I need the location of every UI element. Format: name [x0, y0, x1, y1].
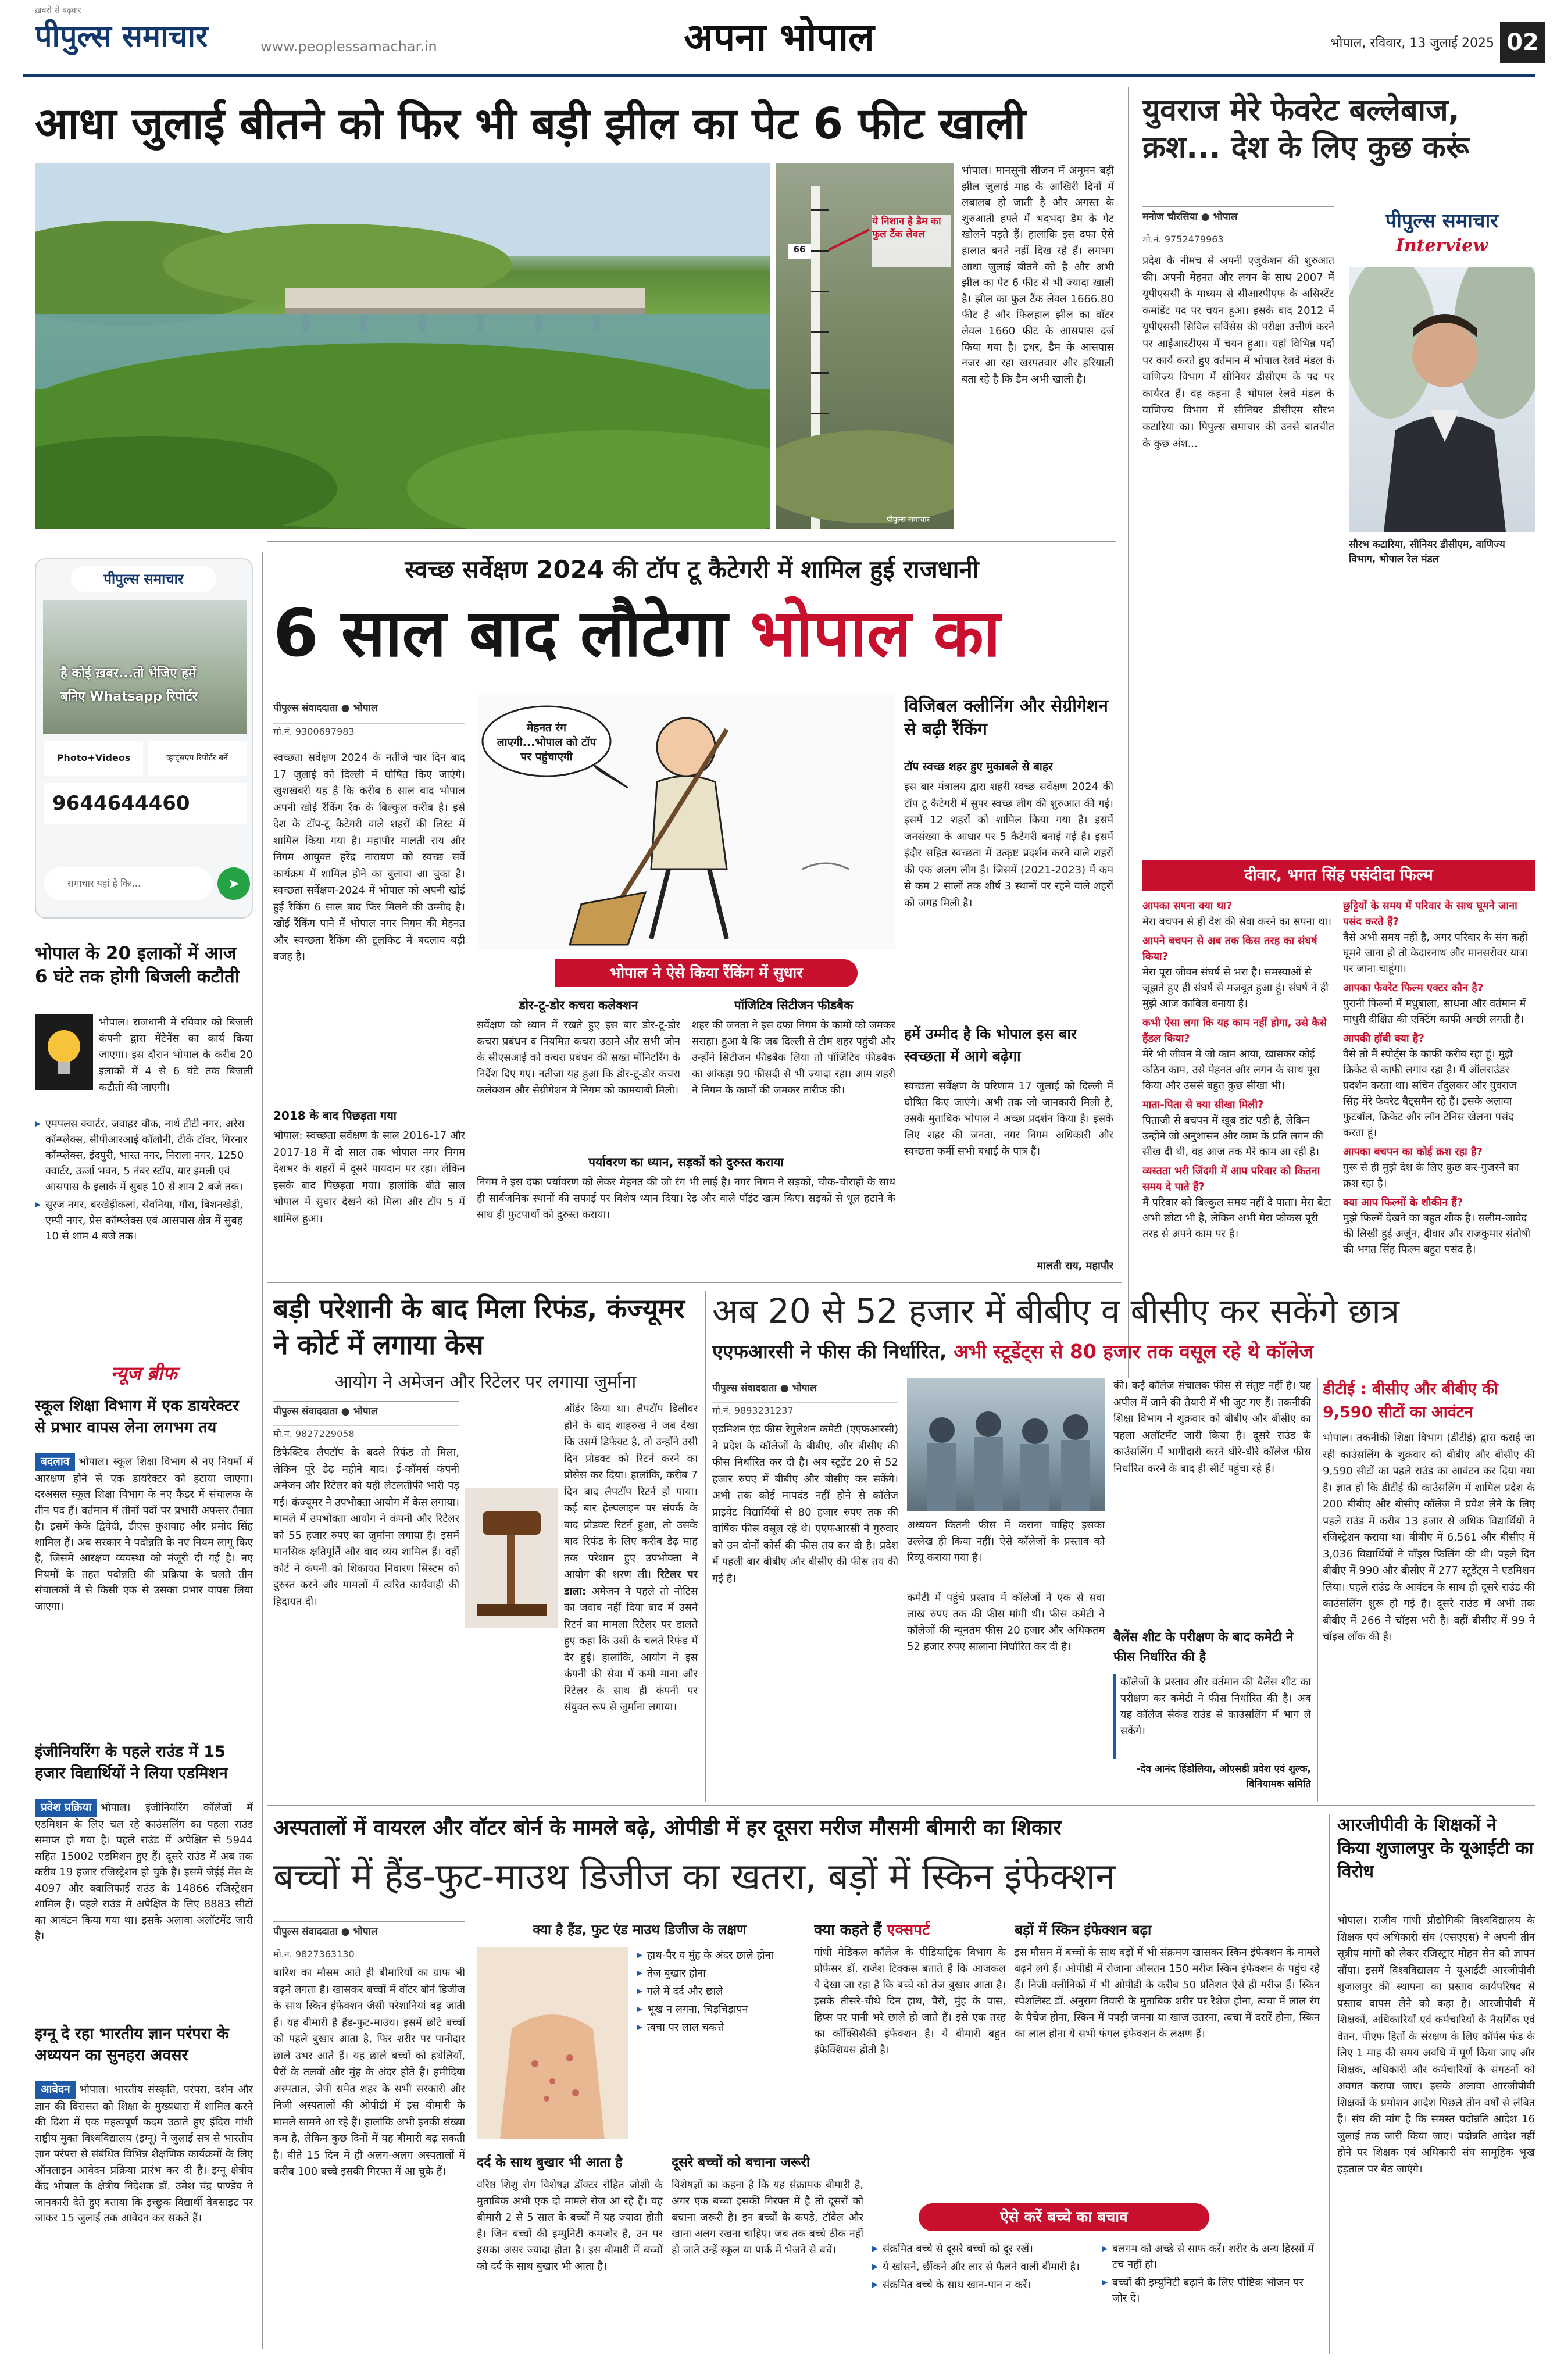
hfmd-byline: पीपुल्स संवाददाता ● भोपाल	[273, 1921, 465, 1942]
list-item: ▶ तेज बुखार होना	[637, 1966, 805, 1981]
cartoon	[477, 695, 895, 950]
college-headline: अब 20 से 52 हजार में बीबीए व बीसीए कर सकेंगे छात्र	[712, 1291, 1399, 1331]
interview-text: प्रदेश के नीमच से अपनी एजुकेशन की शुरुआत की। अपनी मेहनत और लगन के साथ 2007 में यूपीएससी के माध्यम से सीआरपीएफ के असिस्टेंट कमांडेंट पद पर चयन हुआ। इसके बाद 2012 में यूपीएससी सिविल सर्विसेस की परीक्षा उत्तीर्ण करने पर आईआरटीएस में चयन हुआ। यहां विभिन्न पदों पर कार्य करते हुए वर्तमान में भोपाल रेलवे मंडल के वाणिज्य विभाग में सीनियर डीसीएम के पद पर कार्यरत हैं। वह कहना है भोपाल रेलवे मंडल के वाणिज्य विभाग में सीनियर डीसीएम सौरभ कटारिया का। पिपुल्स समाचार की उनसे बातचीत के कुछ अंश...	[1142, 255, 1334, 450]
lake-text: भोपाल। मानसूनी सीजन में अमूमन बड़ी झील जुलाई माह के आखिरी दिनों में लबालब हो जाती है और अगस्त के शुरुआती हफ्ते में भदभदा डैम के गेट खोलने पड़ते हैं। हालांकि इस दफा ऐसे हालात बनते नहीं दिख रहे हैं। लगभग आधा जुलाई बीतने को है और अभी झील का पेट 6 फीट से भी ज्यादा खाली है। झील का फुल टैंक लेवल 1666.80 फीट है और फिलहाल झील का वॉटर लेवल 1660 फीट के आसपास दर्ज किया गया है। इधर, डैम के आसपास नजर आ रहा खरपतवार और हरियाली बता रहे है कि डैम अभी खाली है।	[962, 165, 1114, 385]
qa-item: छुट्टियों के समय में परिवार के साथ घूमने जाना पसंद करते हैं? वैसे अभी समय नहीं है, अगर परिवार के संग कहीं घूमने जाना हो तो केदारनाथ और मानसरोवर यात्रा पर जाना चाहूंगा।	[1343, 900, 1528, 975]
swachh-subhead: 2018 के बाद पिछड़ता गया	[273, 1109, 397, 1123]
qa-item: व्यस्तता भरी जिंदगी में आप परिवार को कितना समय दे पाते हैं? मैं परिवार को बिल्कुल समय नहीं दे पाता। मेरा बेटा अभी छोटा भी है, लेकिन अभी मेरा फोकस पूरी तरह से अपने काम पर है।	[1142, 1165, 1331, 1240]
college-text-1: एडमिशन एंड फीस रेगुलेशन कमेटी (एएफआरसी) ने प्रदेश के कॉलेजों के बीबीए, और बीसीए की फीस निर्धारित कर दी है। अब स्टूडेंट 20 से 52 हजार रुपए में बीबीए और बीसीए कर सकेंगे। अभी तक कोई मापदंड नहीं होने से कॉलेज प्राइवेट विद्यार्थियों से 80 हजार रुपए तक की वार्षिक फीस वसूल रहे थे। एएफआरसी ने गुरुवार को उन दोनों कोर्स की फीस तय कर दी है। प्रदेश में पहली बार बीबीए और बीसीए की फीस तय की गई है।	[712, 1423, 898, 1585]
ranking-bar: भोपाल ने ऐसे किया रैंकिंग में सुधार	[555, 959, 858, 987]
qa-item: कभी ऐसा लगा कि यह काम नहीं होगा, उसे कैसे हैंडल किया? मेरे भी जीवन में जो काम आया, खासकर कोई कठिन काम, उसे मेहनत और लगन के साथ पूरा किया और उससे बहुत कुछ सीखा भी।	[1142, 1017, 1327, 1092]
qa-item: आपकी हॉबी क्या है? वैसे तो मैं स्पोर्ट्स के काफी करीब रहा हूं। मुझे क्रिकेट से काफी लगाव रहा है। मैं ऑलराउंडर प्रदर्शन करता था। सचिन तेंदुलकर और युवराज सिंह मेरे फेवरेट बैट्समैन रहे हैं। इसके अलावा फुटबॉल, क्रिकेट और लॉन टेनिस खेलना पसंद करता हूं।	[1343, 1032, 1517, 1139]
prevent-bar: ऐसे करें बच्चे का बचाव	[919, 2203, 1209, 2231]
hope-sign: मालती राय, महापौर	[1037, 1260, 1113, 1272]
symptoms-list	[637, 1947, 805, 2139]
lake-photo	[35, 163, 770, 529]
hfmd-mobile: मो.नं. 9827363130	[273, 1946, 465, 1963]
door-text: सर्वेक्षण को ध्यान में रखते हुए इस बार डोर-टू-डोर कचरा प्रबंधन व नियमित कचरा उठाने और सभी जोन के सीएसआई को कचरा प्रबंधन की सख्त मॉनिटरिंग के निर्देश दिए गए। नतीजा यह हुआ कि डोर-टू-डोर कचरा कलेक्शन और सेग्रीगेशन में निगम को कामयाबी मिली।	[477, 1019, 680, 1096]
list-item: ▶ बलगम को अच्छे से साफ करें। शरीर के अन्य हिस्सों में टच नहीं हो।	[1102, 2241, 1320, 2272]
brief-tag: आवेदन	[35, 2081, 76, 2099]
hfmd-text: बारिश का मौसम आते ही बीमारियों का ग्राफ भी बढ़ने लगता है। खासकर बच्चों में वॉटर बोर्न डिजीज के साथ स्किन इंफेक्शन जैसी परेशानियां बढ़ जाती हैं। यह बीमारी है हैंड-फुट-माउथ। इसमें छोटे बच्चों को पहले बुखार आता है, फिर शरीर पर पानीदार छाले उभर आते हैं। यह छाले बच्चों को हथेलियों, पैरों के तलवों और मुंह के अंदर होते हैं। हमीदिया अस्पताल, जेपी समेत शहर के सभी सरकारी और निजी अस्पतालों की ओपीडी में इस बीमारी के मामले सामने आ रहे हैं। हालांकि अभी इनकी संख्या कम है, लेकिन कुछ दिनों में यह बीमारी बढ़ सकती है। बीते 15 दिन में ही अलग-अलग अस्पतालों में करीब 100 बच्चे इसकी गिरफ्त में आ चुके हैं।	[273, 1967, 465, 2178]
rgpv-headline: आरजीपीवी के शिक्षकों ने किया शुजालपुर के यूआईटी का विरोध	[1337, 1815, 1534, 1882]
care-head: दूसरे बच्चों को बचाना जरूरी	[672, 2155, 810, 2170]
masthead-url: www.peoplessamachar.in	[260, 38, 437, 55]
gauge-photo	[776, 163, 954, 529]
interview-logo: पीपुल्स समाचार	[1385, 209, 1499, 233]
hope-text: स्वच्छता सर्वेक्षण के परिणाम 17 जुलाई को दिल्ली में घोषित किए जाएंगे। अभी तक जो जानकारी मिली है, उसके मुताबिक भोपाल ने अच्छा प्रदर्शन किया है। इसके लिए शहर की जनता, नगर निगम अधिकारी और स्वच्छता कर्मी सभी बधाई के पात्र हैं।	[904, 1080, 1113, 1157]
dte-divider	[1317, 1378, 1318, 1802]
college-quote-sign: -देव आनंद हिंडोलिया, ओएसडी प्रवेश एवं शुल्क, विनियामक समिति	[1136, 1763, 1311, 1790]
brief-tag: प्रवेश प्रक्रिया	[35, 1799, 97, 1817]
college-text-3: की। कई कॉलेज संचालक फीस से संतुष्ट नहीं है। यह अपील में जाने की तैयारी में भी जुट गए हैं। तकनीकी शिक्षा विभाग ने शुक्रवार को बीबीए और बीसीए का पहला अलॉटमेंट जारी किया है। दूसरे राउंड के काउंसलिंग में भागीदारी करने धीरे-धीरे कॉलेज फीस निर्धारित करने के बाद ही सीटें पहुंचा रहे हैं।	[1113, 1380, 1311, 1475]
ad-caption: है कोई ख़बर...तो भेजिए हमें	[60, 666, 197, 681]
swachh-text: स्वच्छता सर्वेक्षण 2024 के नतीजे चार दिन बाद 17 जुलाई को दिल्ली में घोषित किए जाएंगे। खुशखबरी यह है कि करीब 6 साल बाद भोपाल अपनी खोई रैंकिंग रैंक के बिल्कुल करीब है। इसे देश के टॉप-टू कैटेगरी वाले शहरों की लिस्ट में शामिल किया गया है। महापौर मालती राय और निगम आयुक्त हरेंद्र नारायण को स्वच्छ सर्वे कार्यक्रम में शामिल होने का बुलावा आ चुका है। स्वच्छता सर्वेक्षण-2024 में भोपाल को अपनी खोई हुई रैंकिंग 6 साल बाद फिर मिलने की उम्मीद है। खोई रैंकिंग पाने में भोपाल नगर निगम की मेहनत और स्वच्छता रैंकिंग की टूलकिट में बदलाव बड़ी वजह है।	[273, 752, 465, 963]
hfmd-kicker: अस्पतालों में वायरल और वॉटर बोर्न के मामले बढ़े, ओपीडी में हर दूसरा मरीज मौसमी बीमारी का शिकार	[273, 1816, 1062, 1840]
symptoms-head: क्या है हैंड, फुट एंड माउथ डिजीज के लक्षण	[533, 1922, 747, 1938]
qa-item: आपका बचपन का कोई क्रश रहा है? गुरू से ही मुझे देश के लिए कुछ कर-गुजरने का क्रश रहा है।	[1343, 1146, 1519, 1189]
brief-headline-3: इग्नू दे रहा भारतीय ज्ञान परंपरा के अध्ययन का सुनहरा अवसर	[35, 2025, 229, 2064]
dte-text: भोपाल। तकनीकी शिक्षा विभाग (डीटीई) द्वारा कराई जा रही काउंसलिंग के शुक्रवार को बीबीए और बीसीए की 9,590 सीटों का पहले राउंड का आवंटन कर दिया गया है। ज्ञात हो कि डीटीई की काउंसलिंग में शामिल प्रदेश के 200 बीबीए और बीसीए कॉलेज में प्रवेश लेने के लिए पहले राउंड में करीब 13 हजार से अधिक विद्यार्थियों ने रजिस्ट्रेशन कराया था। बीबीए में 6,561 और बीसीए में 3,036 विद्यार्थियों ने चॉइस फिलिंग की थी। पहले दिन बीबीए में 990 और बीसीए में 277 स्टूडेंट्स ने एडमिशन लिया। पहले राउंड के आवंटन के साथ ही दूसरे राउंड की काउंसलिंग शुरू हो गई है। दूसरे राउंड में अभी तक बीबीए में 266 ने चॉइस भरी है। वहीं बीसीए में 99 ने चॉइस लॉक की है।	[1323, 1432, 1535, 1643]
cartoon-bubble-text: मेहनत रंग लाएगी...भोपाल को टॉप पर पहुंचाएगी	[497, 721, 597, 763]
interview-mobile: मो.नं. 9752479963	[1142, 231, 1334, 248]
lake-bottom-rule	[267, 541, 1116, 542]
power-text: भोपाल। राजधानी में रविवार को बिजली कंपनी द्वारा मेंटेनेंस का कार्य किया जाएगा। इस दौरान भोपाल के करीब 20 इलाकों में 4 से 6 घंटे तक बिजली कटौती की जाएगी।	[99, 1016, 253, 1093]
lake-headline: आधा जुलाई बीतने को फिर भी बड़ी झील का पेट 6 फीट खाली	[35, 99, 1026, 149]
swachh-right-text: इस बार मंत्रालय द्वारा शहरी स्वच्छ सर्वेक्षण 2024 की टॉप टू कैटेगरी में सुपर स्वच्छ लीग की शुरुआत की गई। इसमें 12 शहरों को शामिल किया गया है। इसमें जनसंख्या के आधार पर 5 कैटेगरी बनाई गई है। इसमें इंदौर सहित स्वच्छता में उत्कृष्ट प्रदर्शन करने वाले शहरों की एक अलग लीग है। जिसमें (2021-2023) में कम से कम 2 सालों तक शीर्ष 3 स्थानों पर रहने वाले शहरों को जगह मिली है।	[904, 781, 1113, 909]
list-item: ▶ बच्चों की इम्युनिटी बढ़ाने के लिए पौष्टिक भोजन पर जोर दें।	[1102, 2275, 1320, 2306]
students-illustration	[907, 1378, 1105, 1511]
hfmd-headline: बच्चों में हैंड-फुट-माउथ डिजीज का खतरा, बड़ों में स्किन इंफेक्शन	[273, 1855, 1116, 1897]
refund-mobile: मो.नं. 9827229058	[273, 1425, 459, 1443]
college-byline: पीपुल्स संवाददाता ● भोपाल	[712, 1378, 898, 1399]
lake-illustration	[35, 163, 770, 529]
prevent-list-right	[1102, 2241, 1320, 2352]
qa-item: क्या आप फिल्मों के शौकीन हैं? मुझे फिल्में देखने का बहुत शौक है। सलीम-जावेद की लिखी हुई अर्जुन, दीवार और राजकुमार संतोषी की भगत सिंह फिल्म बहुत पसंद है।	[1343, 1196, 1531, 1256]
gavel-photo	[465, 1488, 558, 1628]
page-number: 02	[1500, 22, 1545, 63]
skin-head: बड़ों में स्किन इंफेक्शन बढ़ा	[1015, 1922, 1152, 1938]
swachh-mobile: मो.नं. 9300697983	[273, 723, 465, 741]
feedback-text: शहर की जनता ने इस दफा निगम के कामों को जमकर सराहा। हुआ ये कि जब दिल्ली से टीम शहर पहुंची और उन्होंने सिटीजन फीडबैक लिया तो पॉजिटिव फीडबैक का आंकड़ा 90 फीसदी से भी ज्यादा रहा। आम शहरी ने निगम के कामों की जमकर तारीफ की।	[692, 1019, 895, 1096]
power-list	[35, 1116, 253, 1291]
door-head: डोर-टू-डोर कचरा कलेक्शन	[519, 998, 638, 1012]
refund-text-2: ऑर्डर किया था। लैपटॉप डिलीवर होने के बाद शाहरुख ने जब देखा कि उसमें डिफेक्ट है, तो उन्होंने उसी दिन प्रोडक्ट को रिटर्न करने का प्रोसेस कर दिया। हालांकि, करीब 7 दिन बाद लैपटॉप रिटर्न हो पाया। कई बार हेल्पलाइन पर संपर्क के बाद प्रोडक्ट रिटर्न हुआ, तो उसके बाद रिफंड के लिए करीब डेढ़ माह तक परेशान हुए उपभोक्ता ने आयोग की शरण ली। रिटेलर पर डाला: अमेजन ने पहले तो नोटिस का जवाब नहीं दिया बाद में उसने रिटर्न का मामला रिटेलर पर डालते हुए कहा कि उसी के चलते रिफंड में देर हुई। हालांकि, आयोग ने इस कंपनी की सेवा में कमी माना और रिटेलर के साथ ही कंपनी पर संयुक्त रूप से जुर्माना लगाया।	[564, 1403, 698, 1713]
refund-byline: पीपुल्स संवाददाता ● भोपाल	[273, 1401, 459, 1422]
interview-photo	[1349, 267, 1535, 532]
gauge-label: ये निशान है डैम का फुल टैंक लेवल	[872, 215, 951, 267]
college-mobile: मो.नं. 9893231237	[712, 1402, 898, 1420]
gauge-number: 66	[788, 244, 811, 259]
whatsapp-ad	[35, 558, 253, 919]
brief-text-1: बदलाव भोपाल। स्कूल शिक्षा विभाग से नए नियमों में आरक्षण होने से एक डायरेक्टर को हटाया जाएगा। दरअसल स्कूल शिक्षा विभाग के नए कैडर में संचालक के तीन पद हैं। वर्तमान में तीनों पदों पर प्रभारी अफसर तैनात है। इसमें केके द्विवेदी, डीएस कुशवाह और प्रमोद सिंह शामिल हैं। अब सरकार ने पदोन्नति के नए नियम लागू किए हैं, जिसमें आरक्षण व्यवस्था को मंजूरी दी गई है। नए नियमों के तहत पदोन्नति की प्रक्रिया के चलते तीन संचालकों में से किसी एक से उसका प्रभार वापस लिया जाएगा।	[35, 1453, 253, 1732]
college-text-2: कमेटी में पहुंचे प्रस्ताव में कॉलेजों ने एक से सवा लाख रुपए तक की फीस मांगी थी। फीस कमेटी ने कॉलेजों की न्यूनतम फीस 20 हजार और अधिकतम 52 हजार रुपए सालाना निर्धारित कर दी है।	[907, 1592, 1105, 1653]
qa-item: आपने बचपन से अब तक किस तरह का संघर्ष किया? मेरा पूरा जीवन संघर्ष से भरा है। समस्याओं से जूझते हुए ही संघर्ष से मजबूत हुआ हूं। संघर्ष ने ही मुझे आज काबिल बनाया है।	[1142, 935, 1329, 1010]
right-column-rule	[1128, 87, 1129, 1378]
ad-label-reporter: व्हाट्सएप रिपोर्टर बनें	[148, 741, 247, 776]
dte-headline: डीटीई : बीसीए और बीबीए की 9,590 सीटों का आवंटन	[1323, 1380, 1498, 1421]
swachh-byline: पीपुल्स संवाददाता ● भोपाल	[273, 698, 465, 719]
swachh-headline: 6 साल बाद लौटेगा भोपाल का	[273, 596, 1001, 671]
ad-phone[interactable]: 9644644460	[44, 783, 247, 824]
send-icon[interactable]: ➤	[217, 867, 250, 900]
interview-byline: मनोज चौरसिया ● भोपाल	[1142, 206, 1334, 227]
power-headline: भोपाल के 20 इलाकों में आज 6 घंटे तक होगी बिजली कटौती	[35, 943, 240, 987]
fever-text: वरिष्ठ शिशु रोग विशेषज्ञ डॉक्टर रोहित जोशी के मुताबिक अभी एक दो मामले रोज आ रहे हैं। यह बीमारी 2 से 5 साल के बच्चों में यह ज्यादा होती है। जिन बच्चों की इम्युनिटी कमजोर है, उन पर इसका असर ज्यादा होता है। इस बीमारी में बच्चों को दर्द के साथ बुखार भी आता है।	[477, 2179, 663, 2272]
swachh-right-head: विजिबल क्लीनिंग और सेग्रीगेशन से बढ़ी रैंकिंग	[904, 696, 1108, 739]
brief-text-2: प्रवेश प्रक्रिया भोपाल। इंजीनियरिंग कॉलेजों में एडमिशन के लिए चल रहे काउंसलिंग का पहला राउंड समाप्त हो गया है। पहले राउंड में अपेक्षित से 5944 सहित 15002 एडमिशन हुए हैं। दूसरे राउंड में अब तक करीब 19 हजार रजिस्ट्रेशन हो चुके हैं। इसमें जेईई मेंस के 4097 और क्वालिफाई राउंड के 14866 रजिस्ट्रेशन शामिल हैं। पहले राउंड में अपेक्षित के लिए 8883 सीटों का आवंटन किया गया था। इसके अलावा अलॉटमेंट जारी है।	[35, 1799, 253, 2014]
masthead	[0, 0, 1557, 76]
ad-label-photo: Photo+Videos	[44, 741, 143, 776]
expert-head: क्या कहते हैं एक्सपर्ट	[814, 1921, 930, 1939]
prevent-list-left	[872, 2241, 1093, 2352]
qa-item: आपका सपना क्या था? मेरा बचपन से ही देश की सेवा करने का सपना था।	[1142, 900, 1332, 928]
college-deck: एएफआरसी ने फीस की निर्धारित, अभी स्टूडेंट्स से 80 हजार तक वसूल रहे थे कॉलेज	[712, 1340, 1313, 1363]
left-column-rule	[262, 552, 263, 2349]
swachh-right-sub: टॉप स्वच्छ शहर हुए मुकाबले से बाहर	[904, 760, 1053, 773]
rgpv-text: भोपाल। राजीव गांधी प्रौद्योगिकी विश्वविद्यालय के शिक्षक एवं अधिकारी संघ (एसएएस) ने अपनी तीन सूत्रीय मांगों को लेकर रजिस्ट्रार मोहन सेन को ज्ञापन सौंपा। इसमें विश्वविद्यालय ने यूआईटी आरजीपीवी शुजालपुर की स्थापना का प्रस्ताव कार्यपरिषद से प्रस्ताव वापस लेने को कहा है। आरजीपीवी में शिक्षकों, अधिकारियों एवं कर्मचारियों के नैसर्गिक एवं वेतन, पीएफ हितों के संरक्षण के लिए कॉर्पस फंड के लिए 1 माह की समय अवधि में पूर्ण किया जाए और शिक्षक, अधिकारी और कर्मचारियों के संगठनों को अवगत कराया जाए। इसके अलावा आरजीपीवी शिक्षकों के प्रमोशन आदेश पिछले तीन वर्षों से लंबित हैं। संघ की मांग है कि समस्त पदोन्नति आदेश 16 जुलाई तक जारी किया जाए। पदोन्नति आदेश नहीं होने पर शिक्षक एवं अधिकारी संघ सामूहिक भूख हड़ताल पर बैठ जाएंगे।	[1337, 1914, 1535, 2175]
refund-deck: आयोग ने अमेजन और रिटेलर पर लगाया जुर्माना	[334, 1372, 637, 1392]
college-quote: कॉलेजों के प्रस्ताव और वर्तमान की बैलेंस शीट का परीक्षण कर कमेटी ने फीस निर्धारित की है। अब यह कॉलेज सेकंड राउंड से काउंसलिंग में भाग ले सकेंगे।	[1113, 1674, 1311, 1759]
feedback-head: पॉजिटिव सिटीजन फीडबैक	[734, 998, 854, 1012]
college-caption: अध्ययन कितनी फीस में कराना चाहिए इसका उल्लेख ही किया नहीं। ऐसे कॉलेजों के प्रस्ताव को रिव्यू कराया गया है।	[907, 1519, 1105, 1564]
masthead-small: ख़बरों से बढ़कर	[35, 6, 81, 15]
expert-text: गांधी मेडिकल कॉलेज के पीडियाट्रिक विभाग के प्रोफेसर डॉ. राजेश टिक्कस बताते हैं कि आजकल ये देखा जा रहा है कि बच्चे को तेज बुखार आता है। इसके तीसरे-चौथे दिन हाथ, पैरों, मुंह के पास, हिप्स पर पानी भरे छाले हो जाते हैं। इसे एक तरह का कॉक्सिसैकी इंफेक्शन है। ये बीमारी बहुत इंफेक्शियस होती है।	[814, 1946, 1006, 2056]
skin-text: इस मौसम में बच्चों के साथ बड़ों में भी संक्रमण खासकर स्किन इंफेक्शन के मामले बढ़ने लगे हैं। ओपीडी में रोजाना औसतन 150 मरीज स्किन इंफेक्शन के पहुंच रहे हैं। निजी क्लीनिकों में भी ओपीडी के करीब 50 प्रतिशत ऐसे ही मरीज हैं। स्किन स्पेशलिस्ट डॉ. अनुराग तिवारी के मुताबिक शरीर पर रैशेज होना, त्वचा में लाल रंग के पैचेज होना, स्किन में पपड़ी जमना या खाज उतरना, त्वचा में दरारें होना, स्किन का लाल होना ये सभी फंगल इंफेक्शन के लक्षण हैं।	[1015, 1946, 1320, 2040]
ad-logo: पीपुल्स समाचार	[71, 566, 216, 592]
film-bar: दीवार, भगत सिंह पसंदीदा फिल्म	[1142, 860, 1535, 891]
brief-text-3: आवेदन भोपाल। भारतीय संस्कृति, परंपरा, दर्शन और ज्ञान की विरासत को शिक्षा के मुख्यधारा में शामिल करने की दिशा में एक महत्वपूर्ण कदम उठाते हुए इंदिरा गांधी राष्ट्रीय मुक्त विश्वविद्यालय (इग्नू) ने जुलाई सत्र से भारतीय ज्ञान परंपरा से संबंधित विभिन्न शैक्षणिक कार्यक्रमों के लिए ऑनलाइन आवेदन प्रक्रिया प्रारंभ कर दी है। इग्नू क्षेत्रीय केंद्र भोपाल के क्षेत्रीय निदेशक डॉ. उमेश चंद्र पाण्डेय ने जानकारी देते हुए बताया कि इच्छुक विद्यार्थी वेबसाइट पर जाकर 15 जुलाई तक आवेदन कर सकते हैं।	[35, 2081, 253, 2354]
ad-photo	[43, 600, 247, 734]
masthead-logo: पीपुल्स समाचार	[35, 19, 208, 54]
college-sub: बैलेंस शीट के परीक्षण के बाद कमेटी ने फीस निर्धारित की है	[1113, 1630, 1294, 1664]
fever-head: दर्द के साथ बुखार भी आता है	[477, 2155, 623, 2170]
list-item: ▶ सूरज नगर, बरखेड़ीकलां, सेवनिया, गौरा, बिशनखेड़ी, एम्पी नगर, प्रेस कॉम्प्लेक्स एवं आसपास क्षेत्र में सुबह 10 से शाम 4 बजे तक।	[35, 1197, 253, 1244]
ad-caption-2: बनिए Whatsapp रिपोर्टर	[60, 689, 198, 704]
brief-title: न्यूज ब्रीफ	[110, 1362, 177, 1384]
portrait-illustration	[1349, 267, 1535, 532]
list-item: ▶ संक्रमित बच्चे के साथ खान-पान न करें।	[872, 2277, 1093, 2293]
masthead-rule	[23, 74, 1535, 77]
list-item: ▶ एमपलस क्वार्टर, जवाहर चौक, नार्थ टीटी नगर, अरेरा कॉम्प्लेक्स, सीपीआरआई कॉलोनी, टीके टॉवर, गिरनार कॉम्प्लेक्स, इंदपुरी, भारत नगर, निराला नगर, 1250 क्वार्टर, ऊर्जा भवन, 5 नंबर स्टॉप, यार इमली एवं आसपास के इलाके में सुबह 10 से शाम 2 बजे तक।	[35, 1116, 253, 1195]
env-head: पर्यावरण का ध्यान, सड़कों को दुरुस्त कराया	[588, 1155, 784, 1169]
hope-head: हमें उम्मीद है कि भोपाल इस बार स्वच्छता में आगे बढ़ेगा	[904, 1025, 1077, 1064]
list-item: ▶ त्वचा पर लाल चकत्ते	[637, 2020, 805, 2035]
list-item: ▶ भूख न लगना, चिड़चिड़ापन	[637, 2002, 805, 2017]
swachh-text-2: भोपाल: स्वच्छता सर्वेक्षण के साल 2016-17 और 2017-18 में दो साल तक भोपाल नगर निगम देशभर के शहरों में दूसरे पायदान पर रहा। लेकिन इसके बाद पिछड़ता गया। हालांकि बीते साल भोपाल में सुधार देखने को मिला और टॉप 5 में शामिल हुआ।	[273, 1130, 465, 1225]
gauge-credit: पीपुल्स समाचार	[887, 516, 930, 524]
students-photo	[907, 1378, 1105, 1511]
brief-headline-2: इंजीनियरिंग के पहले राउंड में 15 हजार विद्यार्थियों ने लिया एडमिशन	[35, 1743, 228, 1782]
refund-divider	[705, 1291, 706, 1802]
dateline: भोपाल, रविवार, 13 जुलाई 2025	[1330, 36, 1494, 51]
list-item: ▶ हाथ-पैर व मुंह के अंदर छाले होना	[637, 1947, 805, 1963]
gavel-illustration	[465, 1488, 558, 1628]
list-item: ▶ ये खांसने, छींकने और लार से फैलने वाली बीमारी है।	[872, 2259, 1093, 2275]
refund-text-1: डिफेक्टिव लैपटॉप के बदले रिफंड तो मिला, लेकिन पूरे डेढ़ महीने बाद। ई-कॉमर्स कंपनी अमेजन और रिटेलर को यही लेटलतीफी भारी पड़ गई। कंज्यूमर ने उपभोक्ता आयोग में केस लगाया। मामले में उपभोक्ता आयोग ने कंपनी और रिटेलर को 55 हजार रुपए का जुर्माना लगाया है। इसमें मानसिक क्षतिपूर्ति और वाद व्यय शामिल हैं। वहीं कोर्ट ने कंपनी को शिकायत निवारण सिस्टम को दुरुस्त करने और मामलों में त्वरित कार्यवाही की हिदायत दी।	[273, 1446, 459, 1608]
section-title: अपना भोपाल	[684, 15, 874, 60]
rgpv-divider	[1329, 1814, 1330, 2354]
college-bottom-rule	[267, 1805, 1535, 1806]
interview-logo-sub: Interview	[1395, 235, 1488, 256]
ad-input[interactable]: समाचार यहां है किः...	[44, 867, 213, 900]
list-item: ▶ संक्रमित बच्चे से दूसरे बच्चों को दूर रखें।	[872, 2241, 1093, 2257]
care-text: विशेषज्ञों का कहना है कि यह संक्रामक बीमारी है, अगर एक बच्चा इसकी गिरफ्त में है तो दूसरों को बचाना जरूरी है। इन बच्चों के कपड़े, टॉवेल और खाना अलग रखना चाहिए। जब तक बच्चे ठीक नहीं हो जाते उन्हें स्कूल या पार्क में भेजने से बचें।	[672, 2179, 863, 2256]
refund-headline: बड़ी परेशानी के बाद मिला रिफंड, कंज्यूमर ने कोर्ट में लगाया केस	[273, 1293, 685, 1360]
interview-headline: युवराज मेरे फेवरेट बल्लेबाज, क्रश... देश के लिए कुछ करूं	[1142, 93, 1470, 165]
brief-headline-1: स्कूल शिक्षा विभाग में एक डायरेक्टर से प्रभार वापस लेना लगभग तय	[35, 1397, 239, 1436]
hands-photo	[477, 1947, 628, 2139]
qa-item: माता-पिता से क्या सीखा मिली? पिताजी से बचपन में खूब डांट पड़ी है, लेकिन उन्होंने जो अनुशासन और काम के प्रति लगन की सीख दी थी, वह आज तक मेरे काम आ रही है।	[1142, 1099, 1323, 1158]
brief-tag: बदलाव	[35, 1453, 75, 1471]
qa-item: आपका फेवरेट फिल्म एक्टर कौन है? पुरानी फिल्मों में मधुबाला, साधना और वर्तमान में माधुरी दीक्षित की एक्टिंग काफी अच्छी लगती है।	[1343, 982, 1526, 1025]
swachh-kicker: स्वच्छ सर्वेक्षण 2024 की टॉप टू कैटेगरी में शामिल हुई राजधानी	[405, 555, 979, 584]
interview-caption: सौरभ कटारिया, सीनियर डीसीएम, वाणिज्य विभाग, भोपाल रेल मंडल	[1349, 539, 1505, 565]
swachh-bottom-rule	[267, 1282, 1122, 1283]
list-item: ▶ गले में दर्द और छाले	[637, 1984, 805, 1999]
hands-illustration	[477, 1947, 628, 2139]
env-text: निगम ने इस दफा पर्यावरण को लेकर मेहनत की जो रंग भी लाई है। नगर निगम ने सड़कों, चौक-चौराहों के साथ ही सार्वजनिक स्थानों की सफाई पर विशेष ध्यान दिया। रेड़ और वाले पॉइंट खत्म किए। सड़कों से धूल हटाने के साथ ही फुटपाथों को दुरुस्त कराया।	[477, 1176, 895, 1221]
